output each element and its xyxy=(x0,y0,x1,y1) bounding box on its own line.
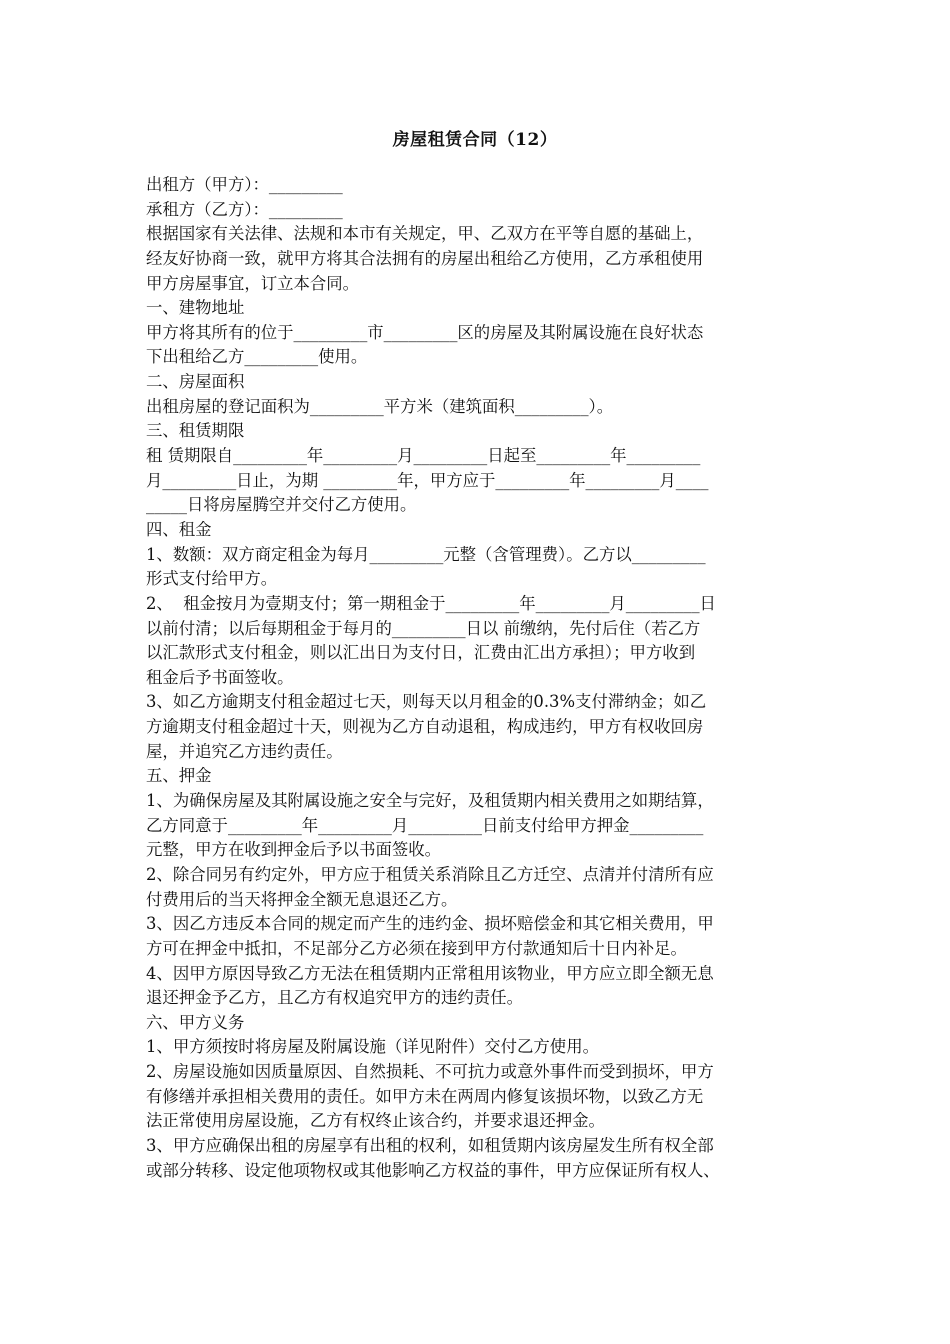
document-line: 下出租给乙方_________使用。 xyxy=(146,347,368,367)
document-line: 屋，并追究乙方违约责任。 xyxy=(146,741,343,761)
document-line: 甲方将其所有的位于_________市_________区的房屋及其附属设施在良好状态 xyxy=(146,322,704,342)
document-line: 五、押金 xyxy=(146,766,212,786)
document-line: 乙方同意于_________年_________月_________日前支付给甲方押金_________ xyxy=(146,815,704,835)
document-line: 三、租赁期限 xyxy=(146,421,245,441)
document-line: 出租方（甲方）：_________ xyxy=(146,175,343,194)
document-line: 以前付清；以后每期租金于每月的_________日以 前缴纳，先付后住（若乙方 xyxy=(146,618,701,638)
document-line: 承租方（乙方）：_________ xyxy=(146,199,343,219)
document-line: 方可在押金中抵扣，不足部分乙方必须在接到甲方付款通知后十日内补足。 xyxy=(146,938,687,958)
document-title: 房屋租赁合同（12） xyxy=(392,130,558,150)
document-line: 根据国家有关法律、法规和本市有关规定，甲、乙双方在平等自愿的基础上， xyxy=(146,224,704,244)
document-line: 四、租金 xyxy=(146,519,212,539)
document-line: 元整，甲方在收到押金后予以书面签收。 xyxy=(146,840,442,860)
document-line: 付费用后的当天将押金全额无息退还乙方。 xyxy=(146,889,458,909)
document-line: 二、房屋面积 xyxy=(146,372,245,392)
document-line: 2、 租金按月为壹期支付；第一期租金于_________年_________月_________日 xyxy=(146,593,716,613)
document-line: 六、甲方义务 xyxy=(146,1012,245,1032)
document-body xyxy=(146,173,806,1183)
document-line: 3、因乙方违反本合同的规定而产生的违约金、损坏赔偿金和其它相关费用，甲 xyxy=(146,914,714,934)
document-line: 租金后予书面签收。 xyxy=(146,667,294,687)
document-line: 2、除合同另有约定外，甲方应于租赁关系消除且乙方迁空、点清并付清所有应 xyxy=(146,864,714,884)
document-line: 经友好协商一致，就甲方将其合法拥有的房屋出租给乙方使用，乙方承租使用 xyxy=(146,248,704,268)
document-line: 1、甲方须按时将房屋及附属设施（详见附件）交付乙方使用。 xyxy=(146,1037,599,1057)
document-line: 2、房屋设施如因质量原因、自然损耗、不可抗力或意外事件而受到损坏，甲方 xyxy=(146,1062,714,1082)
document-line: 或部分转移、设定他项物权或其他影响乙方权益的事件，甲方应保证所有权人、 xyxy=(146,1160,720,1180)
document-line: 以汇款形式支付租金，则以汇出日为支付日，汇费由汇出方承担）；甲方收到 xyxy=(146,643,696,663)
document-line: 租 赁期限自_________年_________月_________日起至_________年_________ xyxy=(146,446,701,466)
document-line: _____日将房屋腾空并交付乙方使用。 xyxy=(146,495,417,515)
document-line: 形式支付给甲方。 xyxy=(146,569,278,589)
document-line: 3、甲方应确保出租的房屋享有出租的权利，如租赁期内该房屋发生所有权全部 xyxy=(146,1135,714,1155)
document-line: 甲方房屋事宜，订立本合同。 xyxy=(146,273,360,293)
document-line: 4、因甲方原因导致乙方无法在租赁期内正常租用该物业，甲方应立即全额无息 xyxy=(146,963,714,983)
document-line: 方逾期支付租金超过十天，则视为乙方自动退租，构成违约，甲方有权收回房 xyxy=(146,717,704,737)
document-line: 1、数额：双方商定租金为每月_________元整（含管理费）。乙方以_________ xyxy=(146,544,706,564)
document-line: 退还押金予乙方，且乙方有权追究甲方的违约责任。 xyxy=(146,988,523,1008)
document-line: 出租房屋的登记面积为_________平方米（建筑面积_________）。 xyxy=(146,396,614,416)
document-line: 1、为确保房屋及其附属设施之安全与完好，及租赁期内相关费用之如期结算， xyxy=(146,791,714,811)
document-line: 3、如乙方逾期支付租金超过七天，则每天以月租金的0.3%支付滞纳金；如乙 xyxy=(146,692,707,712)
document-line: 有修缮并承担相关费用的责任。如甲方未在两周内修复该损坏物，以致乙方无 xyxy=(146,1086,704,1106)
document-line: 月_________日止，为期 _________年，甲方应于_________年_________月____ xyxy=(146,470,709,490)
document-line: 一、建物地址 xyxy=(146,298,245,318)
document-line: 法正常使用房屋设施，乙方有权终止该合约，并要求退还押金。 xyxy=(146,1111,605,1131)
